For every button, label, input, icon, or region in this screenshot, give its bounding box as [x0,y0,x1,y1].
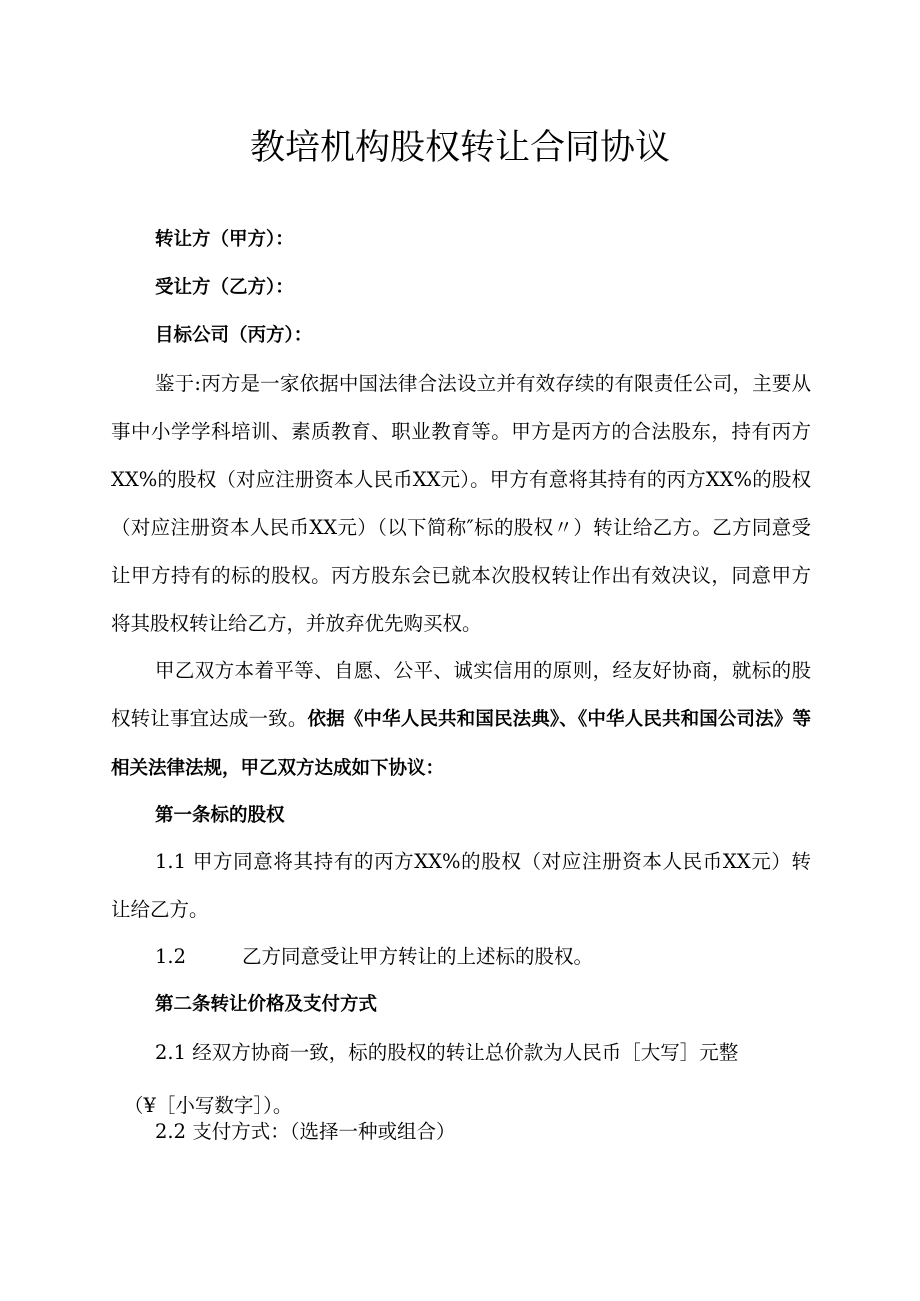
clause-1-2-number: 1.2 [155,945,187,968]
clause-1-2-text: 乙方同意受让甲方转让的上述标的股权。 [242,945,594,968]
document-title: 教培机构股权转让合同协议 [249,128,670,168]
agreement-intro-text: 甲乙双方本着平等、自愿、公平、诚实信用的原则，经友好协商，就标的股权转让事宜达成一致。 [111,659,811,730]
clause-2-2: 2.2 支付方式：（选择一种或组合） [155,1120,456,1143]
article-1-heading: 第一条标的股权 [155,805,285,826]
legal-basis-text: 依据《中华人民共和国民法典》、《中华人民共和国公司法》等相关法律法规，甲乙双方达成如下协议： [111,709,811,779]
article-2-heading: 第二条转让价格及支付方式 [155,994,378,1015]
agreement-intro-paragraph [111,647,811,793]
target-company-label: 目标公司（丙方）： [155,325,313,346]
recital-paragraph: 鉴于:丙方是一家依据中国法律合法设立并有效存续的有限责任公司，主要从事中小学学科培训、素质教育、职业教育等。甲方是丙方的合法股东，持有丙方XX%的股权（对应注册资本人民币XX元）。甲方有意将其持有的丙方XX%的股权（对应注册资本人民币XX元）（以下简称″标的股权〃）转让给乙方。乙方同意受让甲方持有的标的股权。丙方股东会已就本次股权转让作出有效决议，同意甲方将其股权转让给乙方，并放弃优先购买权。 [111,372,811,635]
transferor-label: 转让方（甲方）： [155,229,294,250]
transferee-label: 受让方（乙方）： [155,277,294,298]
clause-1-1: 1.1 甲方同意将其持有的丙方XX%的股权（对应注册资本人民币XX元）转让给乙方。 [111,850,811,921]
clause-2-1: 2.1 经双方协商一致，标的股权的转让总价款为人民币［大写］元整 [155,1041,739,1064]
clause-2-1-continuation: （¥［小写数字］）。 [124,1094,293,1117]
